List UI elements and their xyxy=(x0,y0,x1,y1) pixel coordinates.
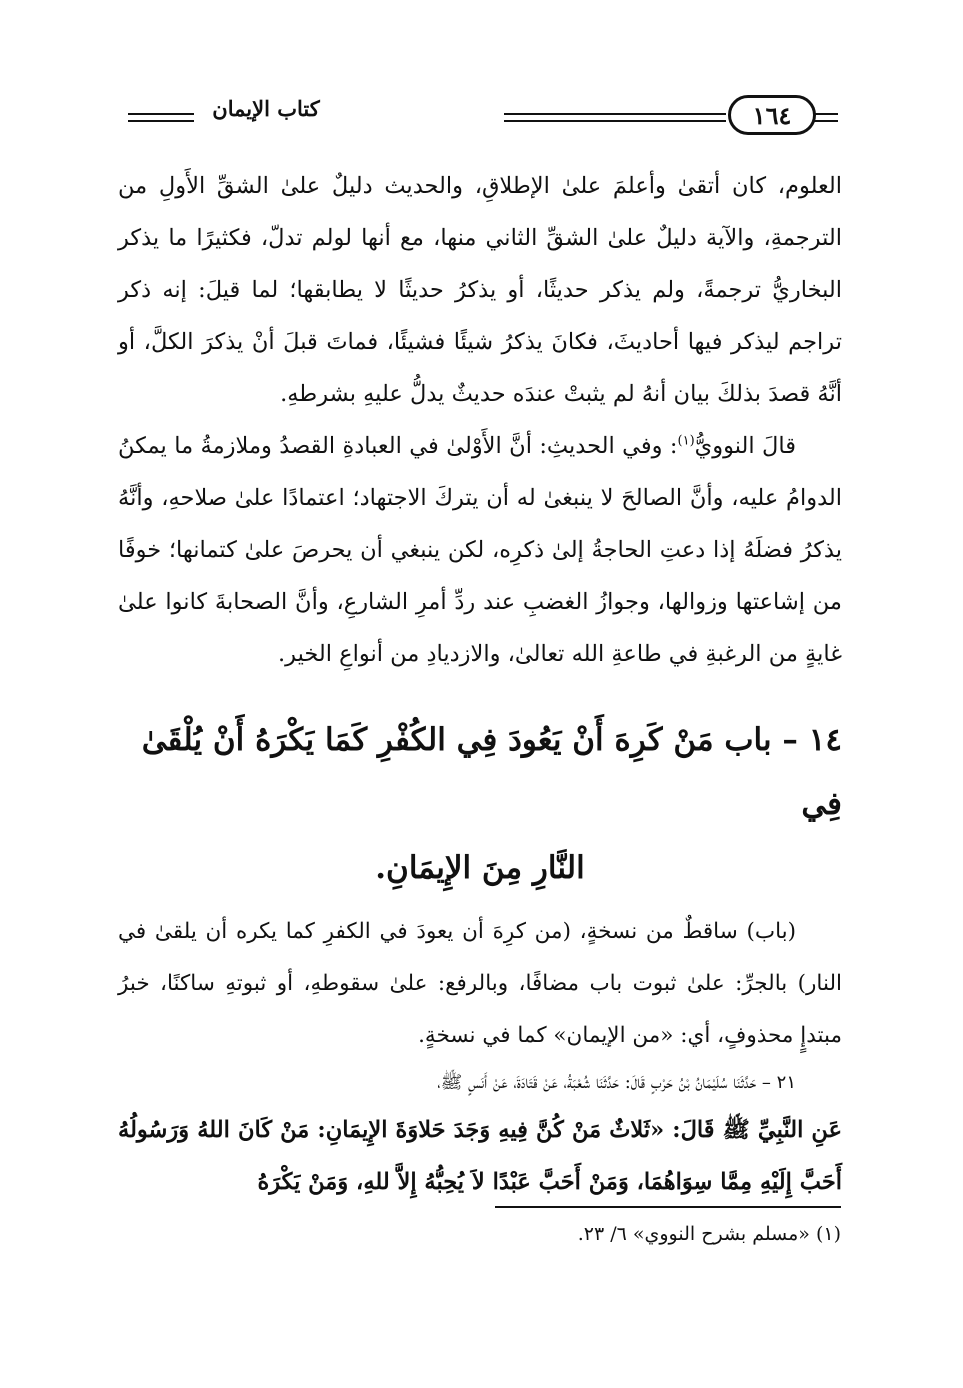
nawawi-text: : وفي الحديثِ: أنَّ الأَوْلىٰ في العبادةِ القصدُ وملازمةُ ما يمكنُ الدوامُ عليه، وأنَّ الصالحَ لا ينبغىٰ له أن يتركَ الاجتهاد؛ اعتمادًا علىٰ صلاحهِ، وأنَّهُ يذكرُ فضلَهُ إذا دعتِ الحاجةُ إلىٰ ذكرِه، لكن ينبغي أن يحرصَ علىٰ كتمانها؛ خوفًا من إشاعتها وزوالها، وجوازُ الغضبِ عند ردِّ أمرِ الشارعِ، وأنَّ الصحابةَ كانوا علىٰ غايةٍ من الرغبةِ في طاعةِ الله تعالىٰ، والازديادِ من أنواعِ الخير. xyxy=(118,433,842,667)
paragraph-nawawi xyxy=(118,420,842,680)
hadith-matn: عَنِ النَّبِيِّ ﷺ قَالَ: «ثَلاثٌ مَنْ كُنَّ فِيهِ وَجَدَ حَلاوَةَ الإِيمَانِ: مَنْ كَانَ اللهُ وَرَسُولُهُ أَحَبَّ إِلَيْهِ مِمَّا سِوَاهُمَا، وَمَنْ أَحَبَّ عَبْدًا لاَ يُحِبُّهُ إِلاَّ للهِ، وَمَنْ يَكْرَهُ xyxy=(118,1117,842,1195)
chapter-heading xyxy=(118,708,842,900)
header-rule-left xyxy=(128,113,194,122)
footnote-divider xyxy=(495,1206,841,1208)
running-header xyxy=(128,92,838,142)
footnote-1: (١) «مسلم بشرح النووي» ٦/ ٢٣. xyxy=(577,1223,841,1245)
nawawi-intro: قالَ النوويُّ xyxy=(694,433,796,459)
header-rule-middle xyxy=(504,113,726,122)
chapter-heading-line-2: النَّارِ مِنَ الإِيمَانِ. xyxy=(375,850,585,886)
paragraph-continuation: العلوم، كان أتقىٰ وأعلمَ علىٰ الإطلاقِ، والحديث دليلٌ علىٰ الشقِّ الأَولِ من الترجمةِ، والآية دليلٌ علىٰ الشقِّ الثاني منها، مع أنها لولم تدلّ، فكثيرًا ما يذكر البخاريُّ ترجمةً، ولم يذكر حديثًا، أو يذكرُ حديثًا لا يطابقها؛ لما قيلَ: إنه ذكر تراجم ليذكر فيها أحاديثَ، فكانَ يذكرُ شيئًا فشيئًا، فماتَ قبلَ أنْ يذكرَ الكلَّ، أو أنَّهُ قصدَ بذلكَ بيان أنهُ لم يثبتْ عندَه حديثٌ يدلُّ عليهِ بشرطهِ. xyxy=(118,173,842,407)
chapter-heading-line-1: ١٤ – باب مَنْ كَرِهَ أَنْ يَعُودَ فِي الكُفْرِ كَمَا يَكْرَهُ أَنْ يُلْقَىٰ فِي xyxy=(141,722,842,822)
hadith-isnad: ٢١ – حَدَّثَنَا سُلَيْمَانُ بْنُ حَرْبٍ قَالَ: حَدَّثَنَا شُعْبَةُ، عَنْ قَتَادَةَ، عَنْ أَنَسٍ ﷺ، xyxy=(437,1072,796,1093)
chapter-commentary: (باب) ساقطٌ من نسخةٍ، (من كرِهَ أن يعودَ في الكفرِ كما يكره أن يلقىٰ في النار) بالجرِّ: علىٰ ثبوت باب مضافًا، وبالرفع: علىٰ سقوطهِ، أو ثبوتهِ ساكنًا، خبرُ مبتدإٍ محذوفٍ، أي: «من الإيمان» كما في نسخةٍ. xyxy=(118,919,842,1048)
page-body xyxy=(118,160,842,1208)
footnote-reference[interactable]: (١) xyxy=(677,433,695,449)
page-number: ١٦٤ xyxy=(728,95,816,135)
book-title: كتاب الإيمان xyxy=(212,96,320,121)
header-rule-right xyxy=(814,113,838,122)
